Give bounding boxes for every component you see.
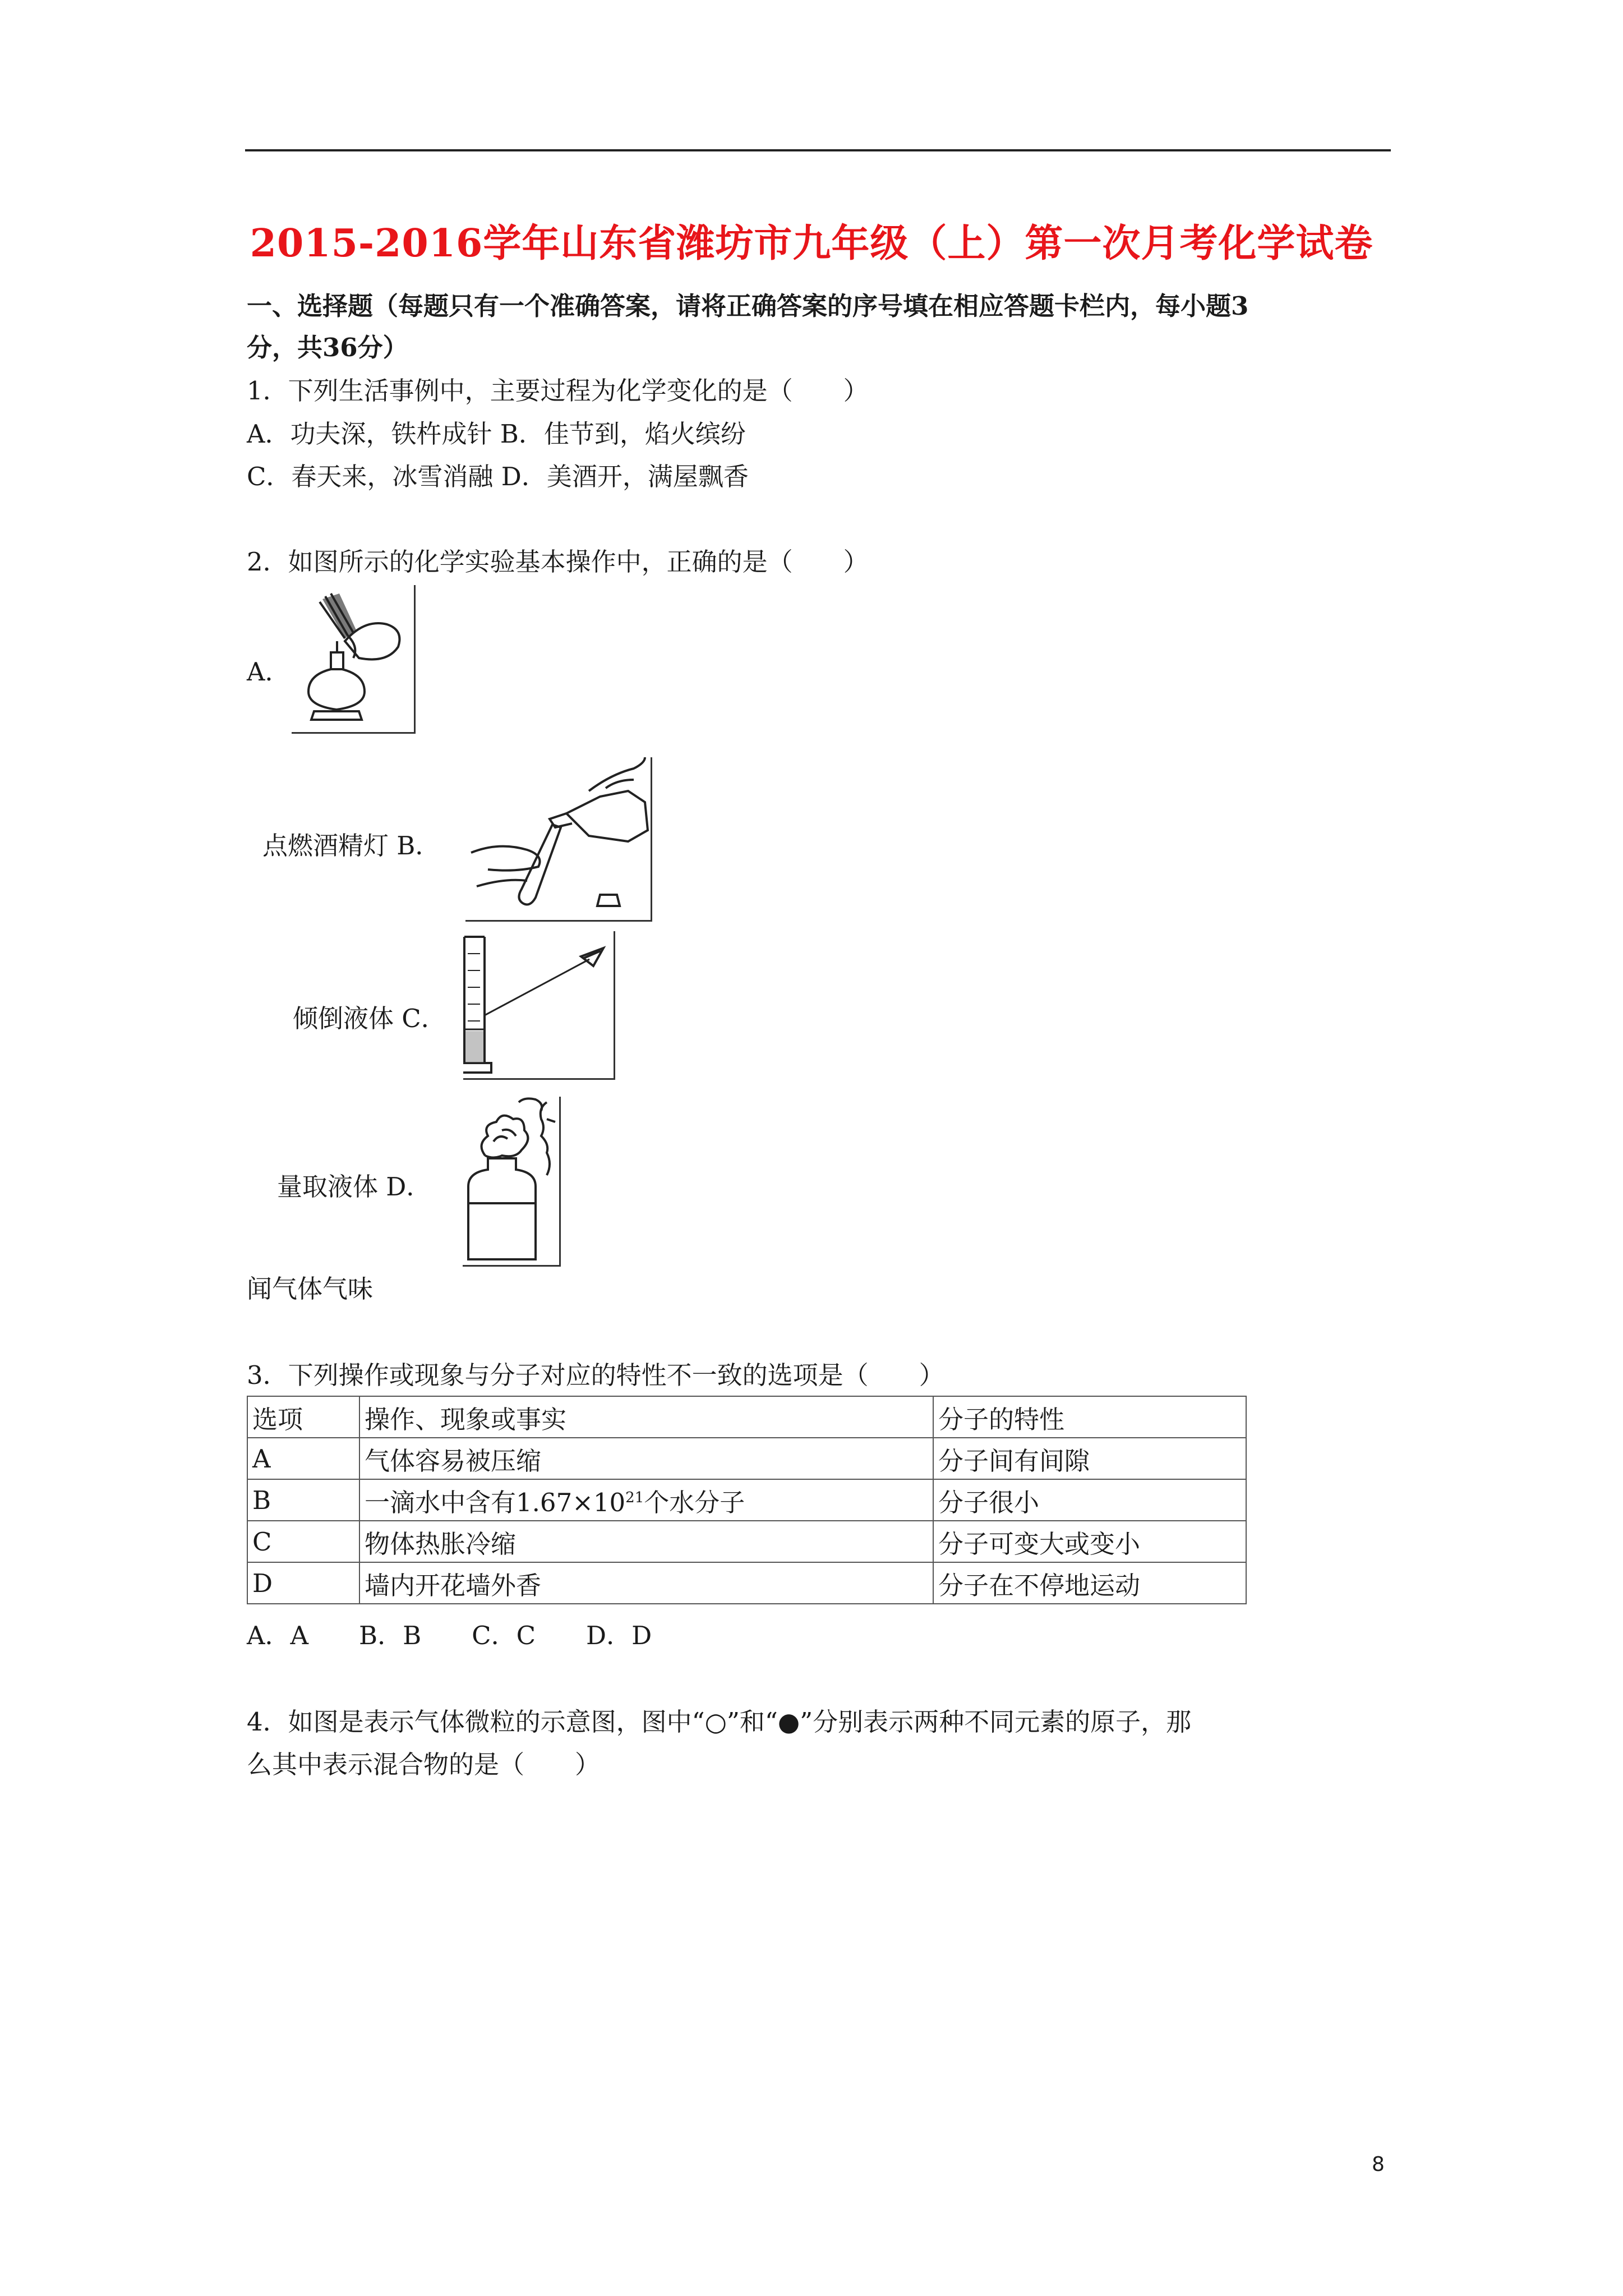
q2-option-b-label: 点燃酒精灯 B． (262, 831, 441, 861)
table-cell: 分子间有间隙 (933, 1438, 1246, 1479)
table-cell: 分子在不停地运动 (933, 1562, 1246, 1604)
table-cell: 分子可变大或变小 (933, 1521, 1246, 1562)
q4-stem-line2: 么其中表示混合物的是（ ） (247, 1750, 601, 1779)
alcohol-lamp-figure (292, 585, 416, 734)
table-cell: 墙内开花墙外香 (359, 1562, 933, 1604)
q3-stem: 3．下列操作或现象与分子对应的特性不一致的选项是（ ） (247, 1360, 944, 1390)
cell-text: 一滴水中含有1.67×10 (365, 1487, 626, 1517)
table-cell: A (247, 1438, 359, 1479)
table-row (247, 1479, 1246, 1521)
table-cell: 分子很小 (933, 1479, 1246, 1521)
section-heading-line2: 分，共36分） (247, 333, 408, 362)
q1-stem: 1．下列生活事例中，主要过程为化学变化的是（ ） (247, 376, 869, 406)
table-header-cell: 分子的特性 (933, 1396, 1246, 1438)
table-cell: C (247, 1521, 359, 1562)
section-heading-line1: 一、选择题（每题只有一个准确答案，请将正确答案的序号填在相应答题卡栏内，每小题3 (247, 291, 1249, 321)
exponent: 21 (625, 1489, 644, 1506)
header-rule (245, 149, 1391, 151)
q2-stem: 2．如图所示的化学实验基本操作中，正确的是（ ） (247, 547, 869, 577)
table-row (247, 1562, 1246, 1604)
table-header-cell: 操作、现象或事实 (359, 1396, 933, 1438)
q1-options-ab: A．功夫深，铁杵成针 B．佳节到，焰火缤纷 (247, 419, 746, 449)
q4-stem-line1: 4．如图是表示气体微粒的示意图，图中“○”和“●”分别表示两种不同元素的原子，那 (247, 1707, 1192, 1737)
pouring-liquid-figure (465, 757, 652, 922)
q3-table (247, 1396, 1247, 1604)
page-number: 8 (1372, 2153, 1385, 2176)
q2-option-c-label: 倾倒液体 C． (293, 1004, 446, 1033)
q3-answer-options: A．A B．B C．C D．D (247, 1621, 652, 1650)
q2-tail-label: 闻气体气味 (247, 1274, 374, 1304)
table-header-cell: 选项 (247, 1396, 359, 1438)
table-row (247, 1438, 1246, 1479)
table-row (247, 1521, 1246, 1562)
table-cell (359, 1479, 933, 1521)
smelling-gas-figure (463, 1097, 561, 1267)
q1-options-cd: C．春天来，冰雪消融 D．美酒开，满屋飘香 (247, 462, 749, 491)
page-title: 2015-2016学年山东省潍坊市九年级（上）第一次月考化学试卷 (250, 221, 1373, 266)
table-cell: B (247, 1479, 359, 1521)
graduated-cylinder-figure (463, 931, 615, 1080)
table-header-row (247, 1396, 1246, 1438)
table-cell: 气体容易被压缩 (359, 1438, 933, 1479)
q2-option-d-label: 量取液体 D． (277, 1172, 432, 1202)
q2-option-a-label: A． (247, 657, 291, 687)
cell-text: 个水分子 (644, 1487, 745, 1517)
table-cell: D (247, 1562, 359, 1604)
table-cell: 物体热胀冷缩 (359, 1521, 933, 1562)
